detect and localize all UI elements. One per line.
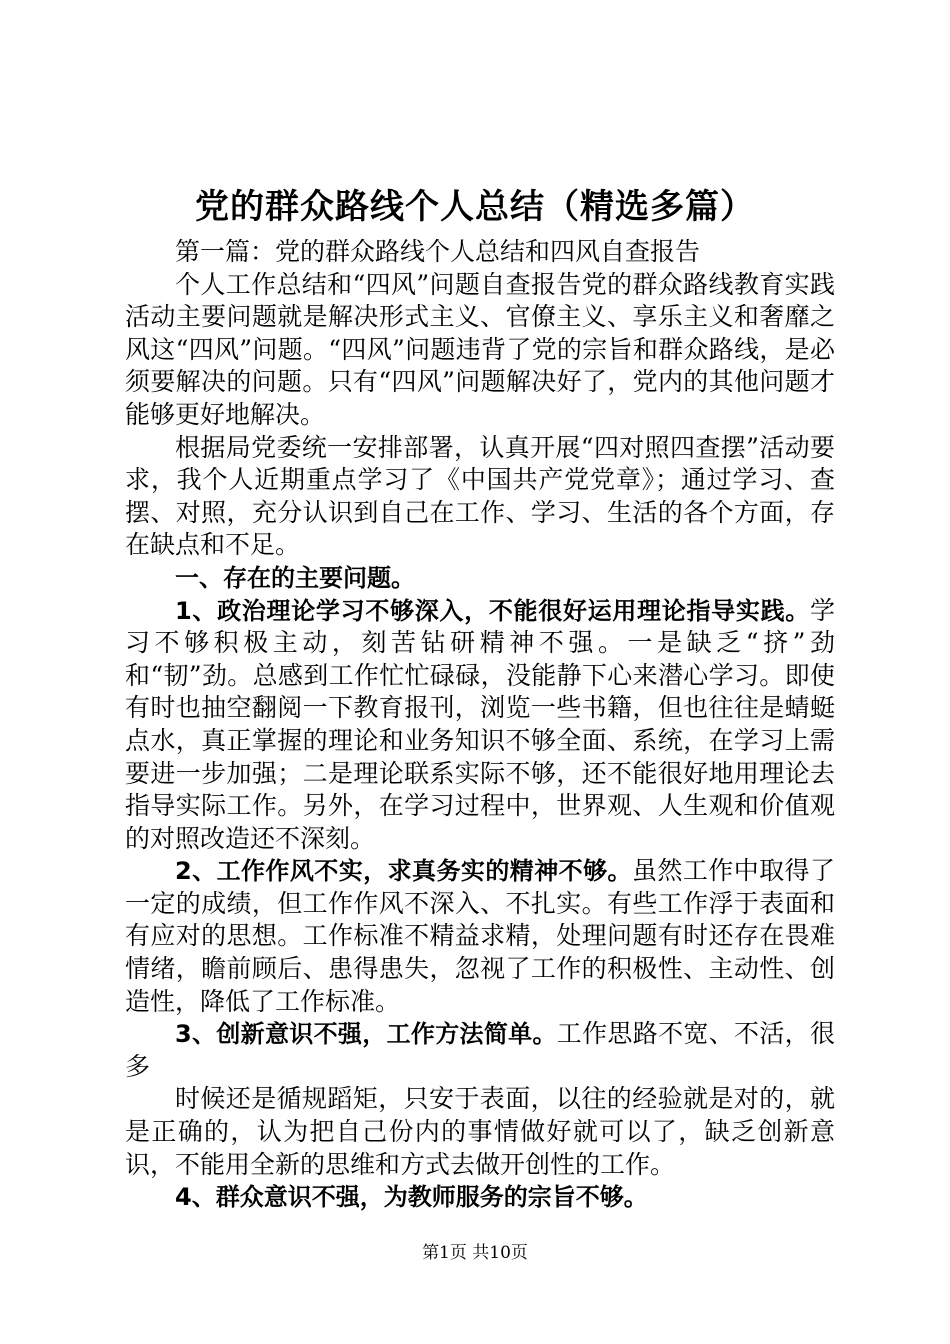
problem-item-1 (125, 595, 835, 856)
problem-item-2-text: 虽然工作中取得了一定的成绩，但工作作风不深入、不扎实。有些工作浮于表面和有应对的思想。工作标准不精益求精，处理问题有时还存在畏难情绪，瞻前顾后、患得患失，忽视了工作的积极性、主动性、创造性，降低了工作标准。 (125, 856, 835, 1016)
problem-item-3-text: 工作思路不宽、不活，很多 (125, 1019, 835, 1081)
paragraph-continuation: 时候还是循规蹈矩，只安于表面，以往的经验就是对的，就是正确的，认为把自己份内的事情做好就可以了，缺乏创新意识，不能用全新的思维和方式去做开创性的工作。 (125, 1084, 835, 1179)
problem-item-1-text: 学习不够积极主动，刻苦钻研精神不强。一是缺乏“挤”劲和“韧”劲。总感到工作忙忙碌碌，没能静下心来潜心学习。即使有时也抽空翻阅一下教育报刊，浏览一些书籍，但也往往是蜻蜓点水，真正掌握的理论和业务知识不够全面、系统，在学习上需要进一步加强；二是理论联系实际不够，还不能很好地用理论去指导实际工作。另外，在学习过程中，世界观、人生观和价值观的对照改造还不深刻。 (125, 595, 835, 853)
section-title: 第一篇：党的群众路线个人总结和四风自查报告 (175, 237, 701, 266)
document-title: 党的群众路线个人总结（精选多篇） (195, 187, 755, 227)
page-footer (0, 1241, 950, 1265)
problem-item-3-title: 3、创新意识不强，工作方法简单。 (175, 1020, 557, 1049)
document-body (125, 236, 835, 1214)
heading-main-problems: 一、存在的主要问题。 (175, 563, 415, 592)
problem-item-2-title: 2、工作作风不实，求真务实的精神不够。 (175, 857, 632, 886)
problem-item-3 (125, 1018, 835, 1083)
paragraph-arrangement: 根据局党委统一安排部署，认真开展“四对照四查摆”活动要求，我个人近期重点学习了《中国共产党党章》；通过学习、查摆、对照，充分认识到自己在工作、学习、生活的各个方面，存在缺点和不足。 (125, 432, 835, 560)
page-total: 共10页 (472, 1243, 528, 1263)
page-number: 第1页 (422, 1243, 467, 1263)
problem-item-1-title: 1、政治理论学习不够深入，不能很好运用理论指导实践。 (175, 596, 810, 625)
paragraph-intro: 个人工作总结和“四风”问题自查报告党的群众路线教育实践活动主要问题就是解决形式主义、官僚主义、享乐主义和奢靡之风这“四风”问题。“四风”问题违背了党的宗旨和群众路线，是必须要解决的问题。只有“四风”问题解决好了，党内的其他问题才能够更好地解决。 (125, 269, 835, 429)
problem-item-2 (125, 855, 835, 1018)
problem-item-4-title: 4、群众意识不强，为教师服务的宗旨不够。 (175, 1183, 648, 1212)
